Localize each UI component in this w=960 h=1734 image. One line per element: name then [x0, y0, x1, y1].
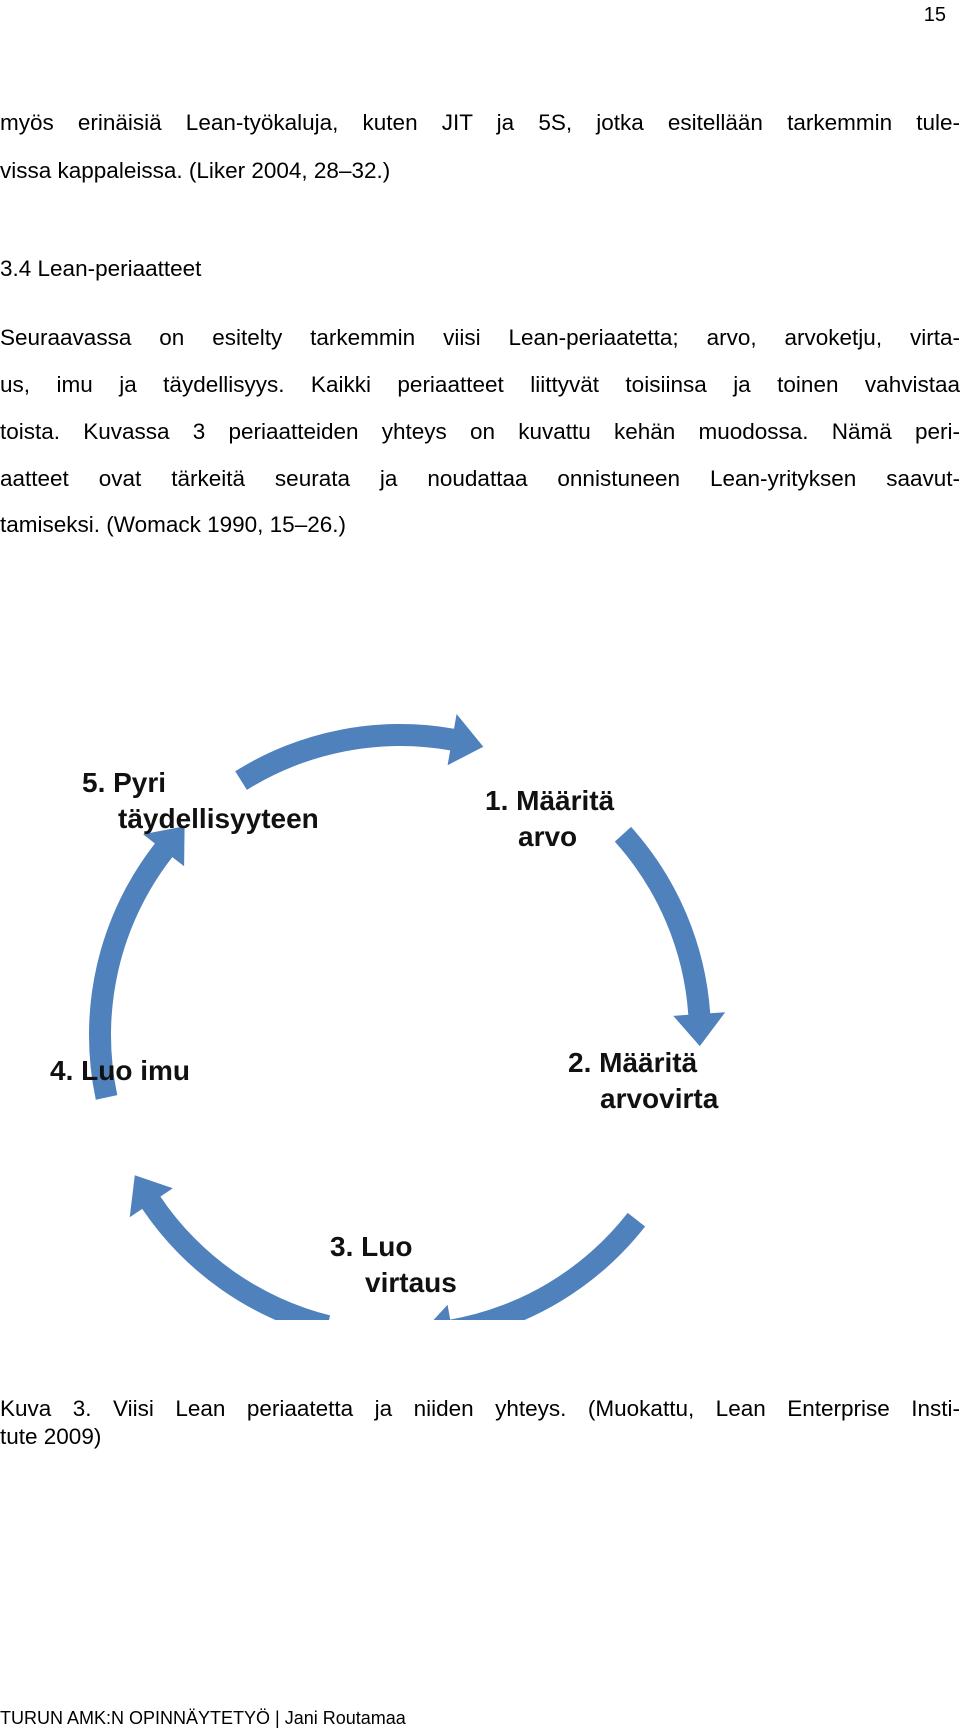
intro-line-1: myös erinäisiä Lean-työkaluja, kuten JIT ja 5S, jotka esitellään tarkemmin tule- [0, 110, 960, 135]
cycle-arrow-1-to-2 [615, 827, 725, 1046]
lean-principles-cycle-diagram [40, 690, 760, 1320]
body-line-2: us, imu ja täydellisyys. Kaikki periaatteet liittyvät toisiinsa ja toinen vahvistaa [0, 372, 960, 397]
step-3-label-line-2: virtaus [365, 1267, 457, 1298]
intro-line-2: vissa kappaleissa. (Liker 2004, 28–32.) [0, 158, 391, 183]
step-2-label-line-1: 2. Määritä [568, 1047, 698, 1078]
figure-caption-line-1: Kuva 3. Viisi Lean periaatetta ja niiden yhteys. (Muokattu, Lean Enterprise Insti- [0, 1396, 960, 1421]
step-1-label-line-1: 1. Määritä [485, 785, 615, 816]
body-line-3: toista. Kuvassa 3 periaatteiden yhteys on kuvattu kehän muodossa. Nämä peri- [0, 419, 960, 444]
step-5-label-line-2: täydellisyyteen [118, 803, 319, 834]
body-line-1: Seuraavassa on esitelty tarkemmin viisi Lean-periaatetta; arvo, arvoketju, virta- [0, 325, 960, 350]
document-footer: TURUN AMK:N OPINNÄYTETYÖ | Jani Routamaa [0, 1708, 406, 1728]
step-4-label-line-1: 4. Luo imu [50, 1055, 190, 1086]
step-5-label-line-1: 5. Pyri [82, 767, 167, 798]
step-1-label-line-2: arvo [518, 821, 578, 852]
cycle-arrow-5-to-1 [235, 714, 483, 790]
cycle-diagram-svg [40, 690, 760, 1320]
page-number: 15 [923, 4, 946, 26]
body-line-4: aatteet ovat tärkeitä seurata ja noudattaa onnistuneen Lean-yrityksen saavut- [0, 466, 960, 491]
step-2-label-line-2: arvovirta [600, 1083, 719, 1114]
section-heading: 3.4 Lean-periaatteet [0, 256, 202, 281]
step-3-label-line-1: 3. Luo [330, 1231, 413, 1262]
figure-caption-line-2: tute 2009) [0, 1424, 102, 1449]
body-line-5: tamiseksi. (Womack 1990, 15–26.) [0, 512, 346, 537]
cycle-arrow-3-to-4 [130, 1175, 330, 1320]
